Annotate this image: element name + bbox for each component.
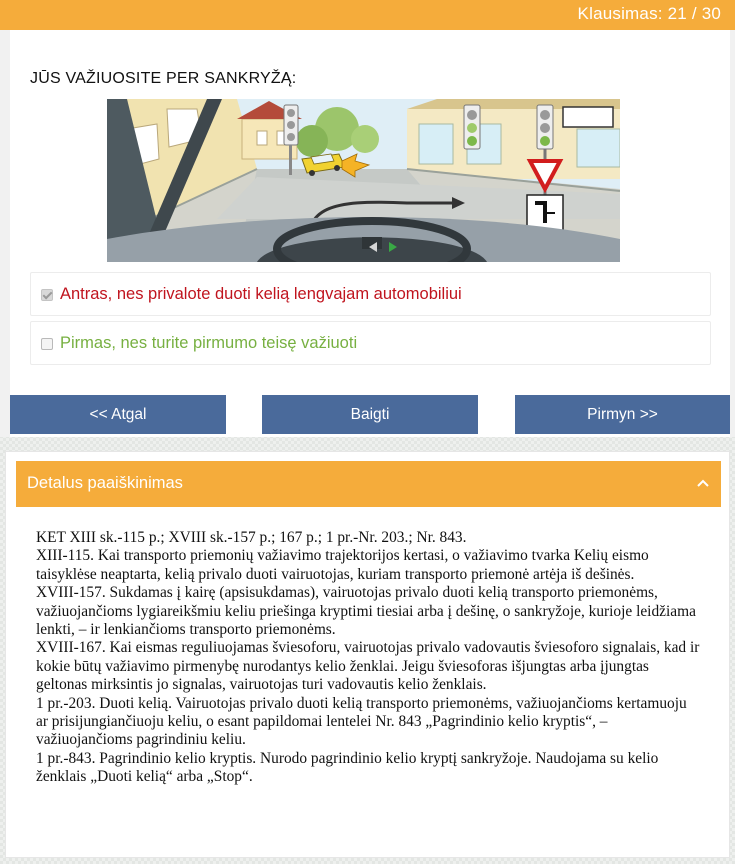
intersection-scene-image — [107, 99, 620, 262]
explanation-line: 1 pr.-203. Duoti kelią. Vairuotojas privalo duoti kelią transporto priemonėms, važiuojančioms kertamuoju ar prisijungiančiuoju keliu, o esant papildomai lentelei Nr. 843 „Pagrindinio kelio kryptis“, – važiuojančioms pagrindiniu keliu. — [36, 694, 691, 749]
explanation-header[interactable] — [16, 461, 721, 507]
explanation-panel — [5, 451, 730, 858]
answer-option-1[interactable] — [30, 272, 711, 316]
quiz-header-bar — [0, 0, 735, 30]
back-button[interactable]: << Atgal — [10, 395, 226, 434]
explanation-line: KET XIII sk.-115 p.; XVIII sk.-157 p.; 167 p.; 1 pr.-Nr. 203.; Nr. 843. — [36, 529, 467, 546]
explanation-title: Detalus paaiškinimas — [27, 474, 183, 492]
answer-checkbox[interactable] — [41, 338, 53, 350]
question-counter: Klausimas: 21 / 30 — [577, 4, 721, 23]
next-button[interactable]: Pirmyn >> — [515, 395, 730, 434]
explanation-body — [36, 529, 704, 787]
answer-option-2[interactable] — [30, 321, 711, 365]
explanation-line: XIII-115. Kai transporto priemonių važiavimo trajektorijos kertasi, o važiavimo tvarka Kelių eismo taisyklėse neaptarta, kelią privalo duoti vairuotojas, kuriam transporto priemonė artėja iš dešinės. — [36, 547, 653, 583]
answer-label-1: Antras, nes privalote duoti kelią lengvajam automobiliui — [60, 285, 462, 303]
question-text: JŪS VAŽIUOSITE PER SANKRYŽĄ: — [30, 70, 297, 87]
answer-checkbox-checked[interactable] — [41, 289, 53, 301]
explanation-line: 1 pr.-843. Pagrindinio kelio kryptis. Nurodo pagrindinio kelio kryptį sankryžoje. Naudojama su kelio ženklais „Duoti kelią“ arba „Stop“. — [36, 749, 663, 786]
explanation-line: XVIII-157. Sukdamas į kairę (apsisukdamas), vairuotojas privalo duoti kelią transporto priemonėms, važiuojančioms lygiareikšmiu keliu priešinga kryptimi tiesiai arba į dešinę, o sankryžoje, kurioje leidžiama lenkti, – ir lenkiančioms transporto priemonėms. — [36, 584, 700, 639]
chevron-up-icon[interactable] — [694, 475, 712, 493]
finish-button[interactable]: Baigti — [262, 395, 478, 434]
answer-label-2: Pirmas, nes turite pirmumo teisę važiuoti — [60, 334, 358, 352]
explanation-line: XVIII-167. Kai eismas reguliuojamas šviesoforu, vairuotojas privalo vadovautis šviesoforo signalais, kad ir kokie būtų važiavimo pirmenybę nurodantys kelio ženklai. Jeigu šviesoforas išjungtas arba įjungtas geltonas mirksintis jo signalas, vairuotojas turi vadovautis kelio ženklais. — [36, 639, 704, 694]
